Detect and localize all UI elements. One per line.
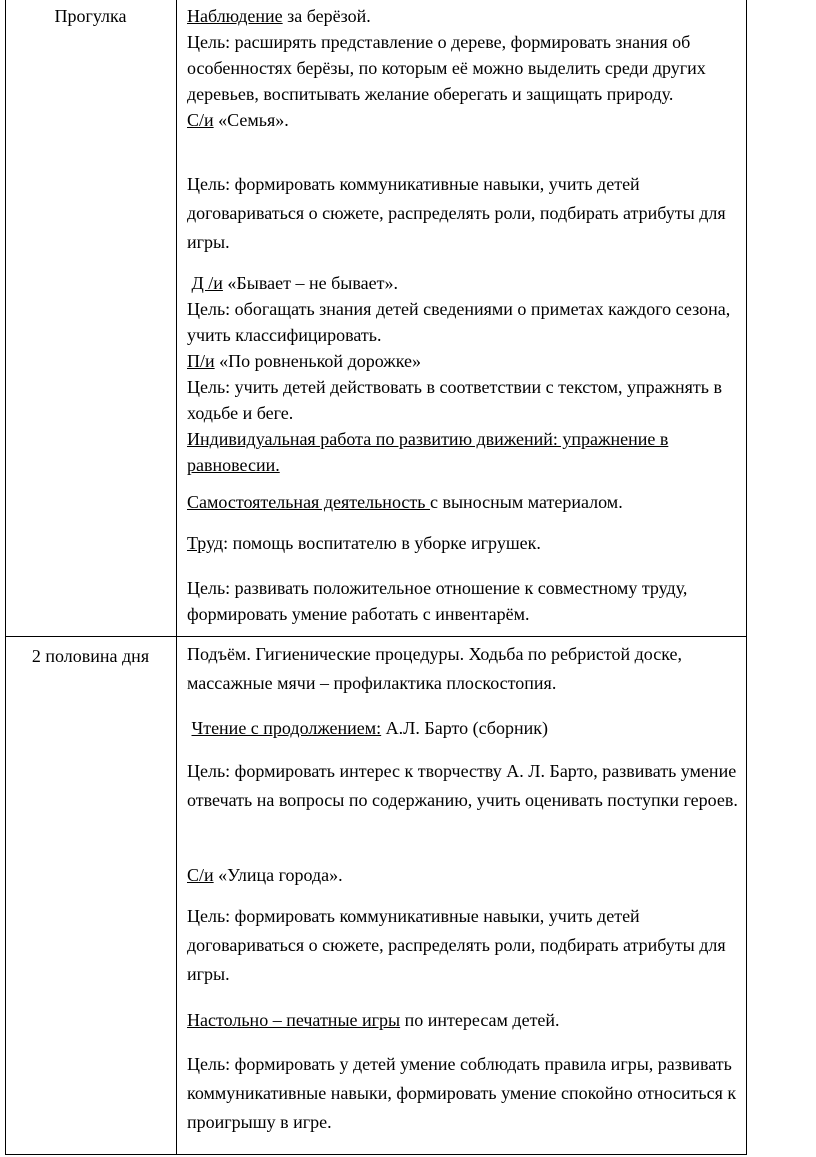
walk-content-2 bbox=[187, 270, 747, 478]
didactic-game-goal: Цель: обогащать знания детей сведениями о приметах каждого сезона, учить классифицировать. bbox=[187, 299, 731, 345]
labor-heading: Труд: помощь воспитателю в уборке игрушек. bbox=[187, 533, 541, 553]
role-game-heading: С/и «Семья». bbox=[187, 110, 289, 130]
street-game-heading: С/и «Улица города». bbox=[187, 865, 343, 885]
row-label-afternoon: 2 половина дня bbox=[31, 646, 150, 666]
individual-work: Индивидуальная работа по развитию движений: упражнение в равновесии. bbox=[187, 429, 669, 475]
independent-activity: Самостоятельная деятельность с выносным материалом. bbox=[187, 492, 623, 512]
observation-goal: Цель: расширять представление о дереве, формировать знания об особенностях берёзы, по которым её можно выделить среди других деревьев, воспитывать желание оберегать и защищать природу. bbox=[187, 32, 706, 104]
table-column-divider bbox=[176, 0, 177, 1155]
moving-game-heading: П/и «По ровненькой дорожке» bbox=[187, 351, 421, 371]
wake-up-routine: Подъём. Гигиенические процедуры. Ходьба по ребристой доске, массажные мячи – профилактика плоскостопия. bbox=[187, 644, 682, 693]
board-games-heading: Настольно – печатные игры по интересам детей. bbox=[187, 1010, 560, 1030]
role-game-goal: Цель: формировать коммуникативные навыки, учить детей договариваться о сюжете, распределять роли, подбирать атрибуты для игры. bbox=[187, 174, 726, 252]
reading-heading: Чтение с продолжением: А.Л. Барто (сборник) bbox=[191, 718, 548, 738]
walk-content bbox=[187, 3, 747, 133]
table-border-left bbox=[5, 0, 6, 1155]
row-divider bbox=[5, 636, 747, 637]
board-games-goal: Цель: формировать у детей умение соблюдать правила игры, развивать коммуникативные навыки, формировать умение спокойно относиться к проигрышу в игре. bbox=[187, 1054, 737, 1132]
didactic-game-heading: Д /и «Бывает – не бывает». bbox=[191, 273, 398, 293]
reading-goal: Цель: формировать интерес к творчеству А. Л. Барто, развивать умение отвечать на вопросы по содержанию, учить оценивать поступки героев. bbox=[187, 761, 738, 810]
street-game-goal: Цель: формировать коммуникативные навыки, учить детей договариваться о сюжете, распределять роли, подбирать атрибуты для игры. bbox=[187, 906, 726, 984]
labor-goal: Цель: развивать положительное отношение к совместному труду, формировать умение работать с инвентарём. bbox=[187, 578, 688, 624]
table-border-bottom bbox=[5, 1154, 747, 1155]
observation-heading: Наблюдение за берёзой. bbox=[187, 6, 371, 26]
moving-game-goal: Цель: учить детей действовать в соответствии с текстом, упражнять в ходьбе и беге. bbox=[187, 377, 723, 423]
row-label-walk: Прогулка bbox=[54, 6, 127, 26]
plan-table bbox=[5, 0, 747, 1155]
